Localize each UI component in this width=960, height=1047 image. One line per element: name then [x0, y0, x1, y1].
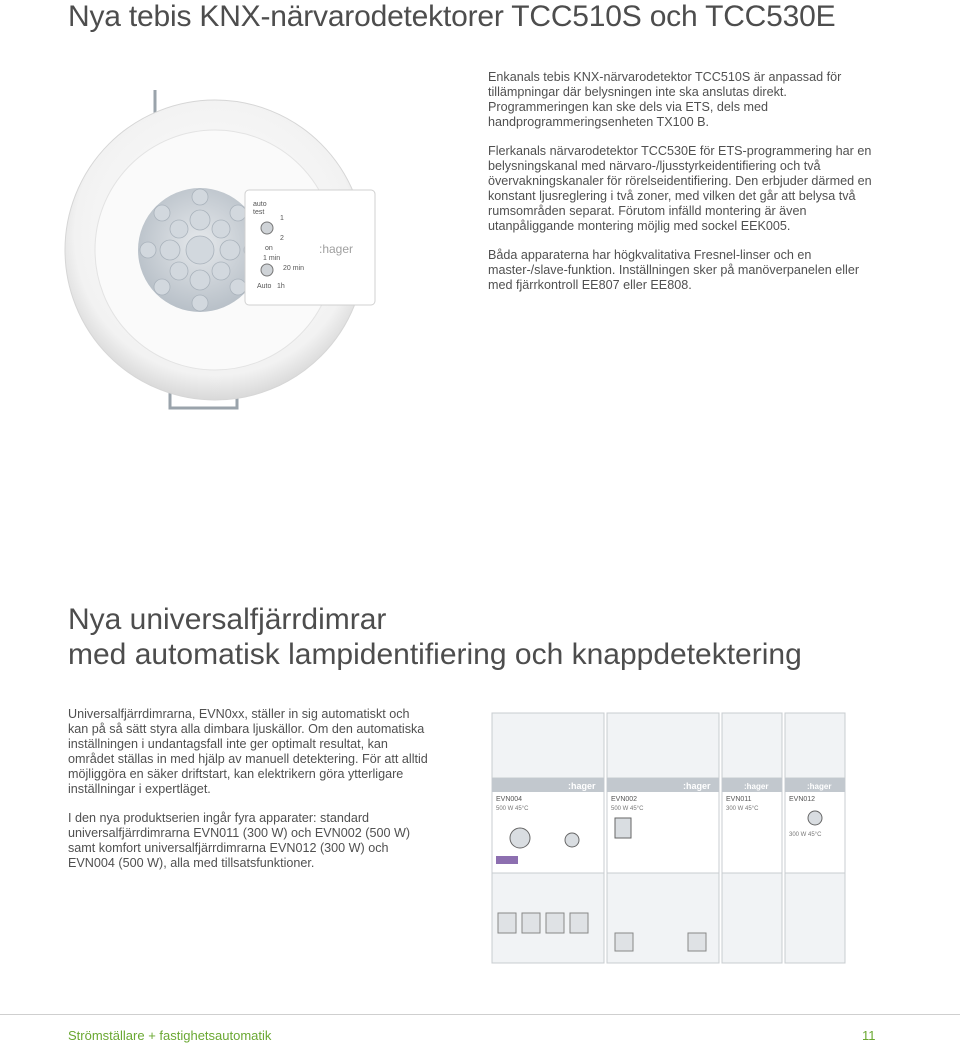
dimmer-model: EVN002 [611, 796, 638, 803]
hager-logo: :hager [568, 781, 596, 791]
dimmer-rating: 500 W 45°C [496, 806, 529, 812]
hager-logo: :hager [319, 242, 354, 256]
dimmer-model: EVN004 [496, 796, 523, 803]
panel-label: auto [253, 201, 267, 208]
hager-logo: :hager [807, 782, 832, 791]
dimmer-module [607, 713, 719, 963]
paragraph: I den nya produktserien ingår fyra apparater: standard universalfjärrdimrarna EVN011 (300 W) och EVN002 (500 W) samt komfort universalfjärrdimrarna EVN012 (300 W) och EVN004 (500 W), alla med tillsatsfunktioner. [68, 811, 411, 870]
dimmer-module [785, 713, 845, 963]
presence-detector-image [55, 50, 435, 450]
dimmer-model: EVN011 [726, 796, 752, 803]
paragraph: Universalfjärrdimrarna, EVN0xx, ställer in sig automatiskt och kan på så sätt styra alla dimbara ljuskällor. Om den automatiska inställningen i undantagsfall inte ger optimalt resultat, kan området ställas in med hjälp av manuell detektering. För att alltid möjliggöra en säker driftstart, kan elektrikern göra ytterligare inställningar i expertläget. [68, 707, 428, 796]
dimmers-image [490, 708, 900, 968]
section1-title: Nya tebis KNX-närvarodetektorer TCC510S och TCC530E [68, 0, 836, 33]
footer-divider [0, 1014, 960, 1015]
section1-text [488, 70, 878, 307]
paragraph: Flerkanals närvarodetektor TCC530E för ETS-programmering har en belysningskanal med närvaro-/ljusstyrkeidentifiering och två övervakningskanaler för rörelseidentifiering. Den erbjuder därmed en konstant ljusreglering i två zoner, med vilken det går att belysa två rumsområden separat. Förutom infälld montering är även utanpåliggande montering möjlig med sockel EEK005. [488, 144, 872, 233]
dimmer-module [492, 713, 604, 963]
dimmer-rating: 300 W 45°C [726, 806, 759, 812]
panel-label: test [253, 209, 265, 216]
page-number: 11 [862, 1028, 876, 1043]
push-button [510, 828, 530, 848]
dimmer-module [722, 713, 782, 963]
dimmer-rating: 300 W 45°C [789, 832, 822, 838]
panel-label: 20 min [283, 265, 305, 272]
dimmer-rating: 500 W 45°C [611, 806, 644, 812]
push-button [615, 818, 631, 838]
panel-label: Auto [257, 283, 272, 290]
dimmer-model: EVN012 [789, 796, 816, 803]
setting-knob [808, 811, 822, 825]
panel-label: 1h [277, 283, 285, 290]
hager-logo: :hager [744, 782, 769, 791]
hager-logo: :hager [683, 781, 711, 791]
section2-text [68, 707, 428, 885]
section2-title-line1: Nya universalfjärrdimrar [68, 603, 387, 636]
lux-knob [261, 264, 273, 276]
paragraph: Enkanals tebis KNX-närvarodetektor TCC510S är anpassad för tillämpningar där belysningen inte ska anslutas direkt. Programmeringen kan ske dels via ETS, dels med handprogrammeringsenheten TX100 B. [488, 70, 842, 129]
footer-section-name: Strömställare + fastighetsautomatik [68, 1028, 272, 1043]
section2-title [68, 602, 802, 672]
section2-title-line2: med automatisk lampidentifiering och knappdetektering [68, 638, 802, 671]
time-knob [261, 222, 273, 234]
panel-label: 2 [280, 235, 284, 242]
panel-label: 1 min [263, 255, 281, 262]
paragraph: Båda apparaterna har högkvalitativa Fresnel-linser och en master-/slave-funktion. Inställningen sker på manöverpanelen eller med fjärrkontroll EE807 eller EE808. [488, 248, 860, 292]
panel-label: on [265, 245, 273, 252]
panel-label: 1 [280, 215, 284, 222]
setting-knob [565, 833, 579, 847]
